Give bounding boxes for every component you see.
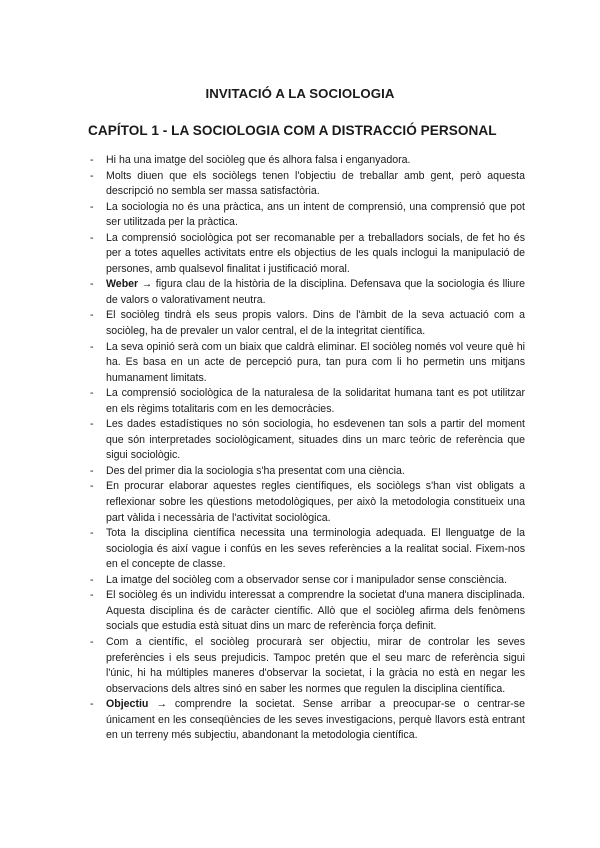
list-item bbox=[88, 308, 525, 339]
bullet-text: Tota la disciplina científica necessita una terminologia adequada. El llenguatge de la sociologia és així vague i confús en les seves referències a la realitat social. Fixem-nos en el concepte de classe. bbox=[106, 527, 525, 571]
bullet-text: Les dades estadístiques no són sociologia, ho esdevenen tan sols a partir del moment que són interpretades sociològicament, situades dins un marc teòric de referència que sigui sociològic. bbox=[106, 418, 525, 462]
list-item bbox=[88, 231, 525, 278]
list-item bbox=[88, 464, 525, 480]
bullet-text: La comprensió sociològica de la naturalesa de la solidaritat humana tant es pot utilitzar en els règims totalitaris com en les democràcies. bbox=[106, 387, 525, 415]
list-item bbox=[88, 588, 525, 635]
bullet-term: Weber bbox=[106, 278, 139, 291]
list-item bbox=[88, 277, 525, 308]
bullet-text: La seva opinió serà com un biaix que caldrà eliminar. El sociòleg només vol veure què hi ha. Es basa en un acte de percepció pura, tan pura com li ho permetin uns mitjans humanament limitats. bbox=[106, 340, 525, 384]
list-item bbox=[88, 526, 525, 573]
bullet-text: → comprendre la societat. Sense arribar a preocupar-se o centrar-se únicament en les conseqüències de les seves investigacions, perquè llavors està entrant en un terreny més subjectiu, abandonant la metodologia científica. bbox=[106, 698, 525, 742]
list-item bbox=[88, 479, 525, 526]
list-item bbox=[88, 153, 525, 169]
bullet-text: En procurar elaborar aquestes regles científiques, els sociòlegs s'han vist obligats a reflexionar sobre les qüestions metodològiques, per això la metodologia constitueix una part vàlida i necessària de l'activitat sociològica. bbox=[106, 480, 525, 524]
list-item bbox=[88, 169, 525, 200]
list-item bbox=[88, 386, 525, 417]
bullet-text: La sociologia no és una pràctica, ans un intent de comprensió, una comprensió que pot ser utilitzada per la pràctica. bbox=[106, 200, 525, 229]
list-item bbox=[88, 200, 525, 231]
bullet-text: Molts diuen que els sociòlegs tenen l'objectiu de treballar amb gent, però aquesta descripció no sembla ser massa satisfactòria. bbox=[106, 169, 525, 198]
bullet-text: La comprensió sociològica pot ser recomanable per a treballadors socials, de fet ho és per a totes aquelles activitats entre els objectius de les quals inclogui la manipulació de persones, amb qualsevol finalitat i justificació moral. bbox=[106, 231, 525, 275]
list-item bbox=[88, 340, 525, 387]
chapter-title: CAPÍTOL 1 - LA SOCIOLOGIA COM A DISTRACCIÓ PERSONAL bbox=[88, 123, 497, 138]
list-item bbox=[88, 417, 525, 464]
bullet-text: Hi ha una imatge del sociòleg que és alhora falsa i enganyadora. bbox=[106, 154, 411, 166]
bullet-list bbox=[88, 153, 525, 744]
bullet-text: La imatge del sociòleg com a observador sense cor i manipulador sense consciència. bbox=[106, 573, 508, 586]
list-item bbox=[88, 635, 525, 697]
bullet-text: → figura clau de la història de la disciplina. Defensava que la sociologia és lliure de valors o valorativament neutra. bbox=[106, 278, 525, 306]
list-item bbox=[88, 697, 525, 744]
document-title: INVITACIÓ A LA SOCIOLOGIA bbox=[205, 86, 395, 101]
bullet-text: El sociòleg és un individu interessat a comprendre la societat d'una manera disciplinada. Aquesta disciplina és de caràcter científic. Allò que el sociòleg afirma dels fenòmens socials que estudia està situat dins un marc de referència força definit. bbox=[106, 589, 525, 633]
bullet-text: Des del primer dia la sociologia s'ha presentat com una ciència. bbox=[106, 464, 405, 477]
bullet-text: El sociòleg tindrà els seus propis valors. Dins de l'àmbit de la seva actuació com a sociòleg, ha de prevaler un valor central, el de la integritat científica. bbox=[106, 309, 525, 338]
bullet-term: Objectiu bbox=[106, 698, 149, 711]
list-item bbox=[88, 573, 525, 589]
bullet-text: Com a científic, el sociòleg procurarà ser objectiu, mirar de controlar les seves preferències i els seus prejudicis. Tampoc pretén que el seu marc de referència sigui l'únic, hi ha múltiples maneres d'observar la societat, i la gràcia no està en negar les observacions dels altres sinó en saber les normes que regulen la disciplina científica. bbox=[106, 635, 525, 695]
